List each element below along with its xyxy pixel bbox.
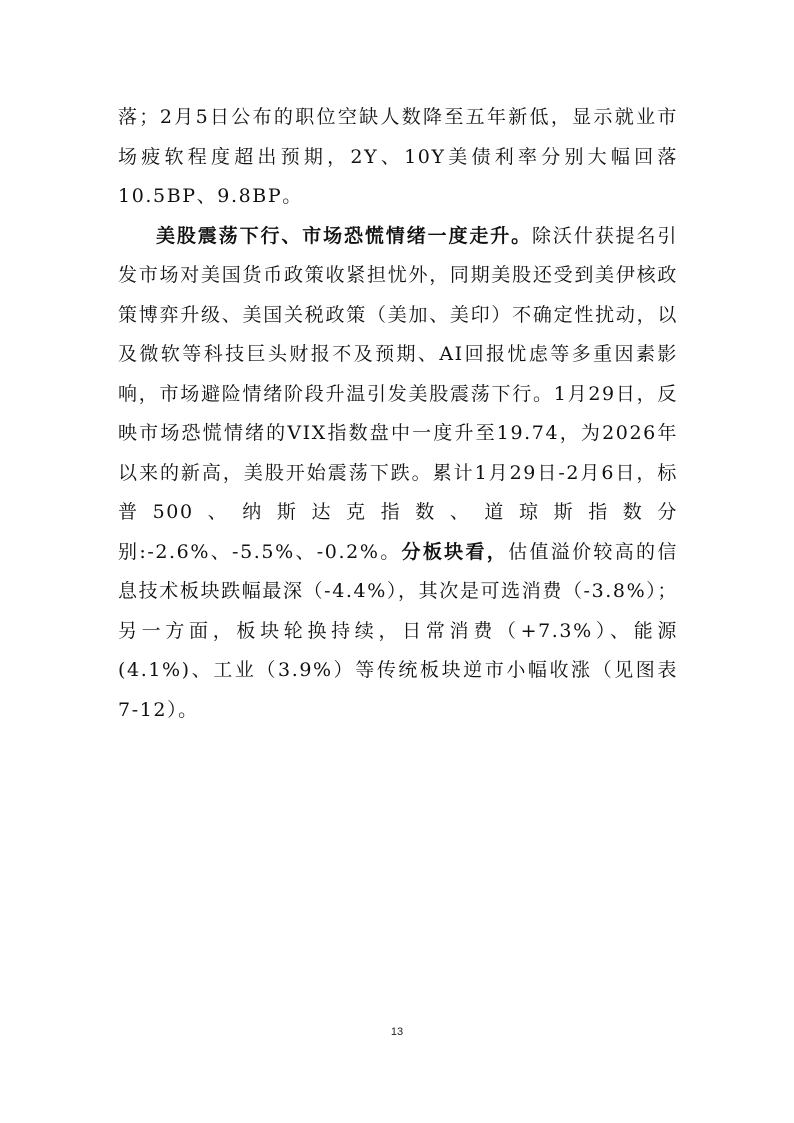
paragraph-1-text: 落；2月5日公布的职位空缺人数降至五年新低，显示就业市场疲软程度超出预期，2Y、10Y美债利率分别大幅回落10.5BP、9.8BP。 [118, 106, 678, 207]
body-text [118, 98, 678, 730]
paragraph-2-text-b: 估值溢价较高的信息技术板块跌幅最深（-4.4%），其次是可选消费（-3.8%）；另一方面，板块轮换持续，日常消费（+7.3%）、能源(4.1%)、工业（3.9%）等传统板块逆市小幅收涨（见图表7-12）。 [118, 540, 678, 721]
page-number: 13 [390, 1026, 404, 1038]
paragraph-1 [118, 98, 678, 217]
paragraph-2-heading: 美股震荡下行、市场恐慌情绪一度走升。 [156, 224, 533, 247]
paragraph-2 [118, 217, 678, 731]
paragraph-2-text-a: 除沃什获提名引发市场对美国货币政策收紧担忧外，同期美股还受到美伊核政策博弈升级、美国关税政策（美加、美印）不确定性扰动，以及微软等科技巨头财报不及预期、AI回报忧虑等多重因素影响，市场避险情绪阶段升温引发美股震荡下行。1月29日，反映市场恐慌情绪的VIX指数盘中一度升至19.74，为2026年以来的新高，美股开始震荡下跌。累计1月29日-2月6日，标普500、纳斯达克指数、道琼斯指数分别:-2.6%、-5.5%、-0.2%。 [118, 224, 678, 563]
paragraph-2-subheading: 分板块看， [401, 540, 509, 563]
